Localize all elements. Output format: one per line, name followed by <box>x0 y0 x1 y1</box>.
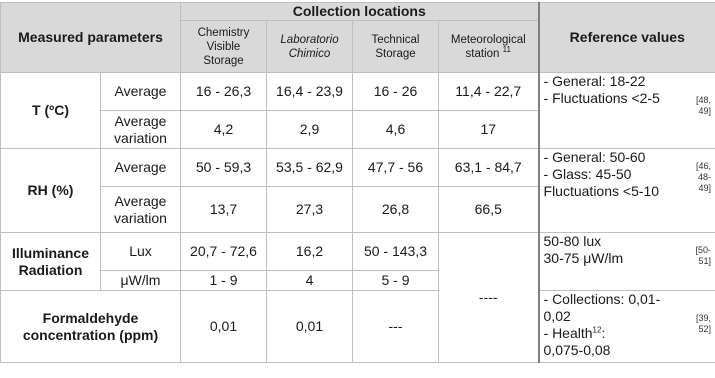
citation: [50-51] <box>695 245 712 266</box>
location-technical-storage: Technical Storage <box>353 21 439 73</box>
station-no-data: ---- <box>439 233 539 363</box>
table-cell: 27,3 <box>267 187 353 233</box>
station-footnote: 11 <box>502 44 511 54</box>
reference-line: - General: 18-22 <box>543 73 646 89</box>
table-cell: 26,8 <box>353 187 439 233</box>
table-cell: 4 <box>267 271 353 291</box>
table-cell: 17 <box>439 111 539 149</box>
table-cell: 16,4 - 23,9 <box>267 73 353 111</box>
table-cell: 66,5 <box>439 187 539 233</box>
table-cell: 47,7 - 56 <box>353 149 439 187</box>
location-meteorological-station: Meteorological station $^{11}$ <box>439 21 539 73</box>
temperature-label: T (ºC) <box>1 73 101 149</box>
reference-line: - General: 50-60 <box>543 149 646 165</box>
table-cell: 16,2 <box>267 233 353 271</box>
reference-line: Fluctuations <5-10 <box>543 183 660 199</box>
reference-line: - Health$^{12}$: <box>543 325 606 341</box>
reference-line: - Glass: 45-50 <box>543 166 632 182</box>
table-cell: 11,4 - 22,7 <box>439 73 539 111</box>
humidity-label: RH (%) <box>1 149 101 233</box>
reference-line: 0,075-0,08 <box>543 342 611 358</box>
table-cell: 16 - 26,3 <box>181 73 267 111</box>
citation: [39, 52] <box>696 313 712 334</box>
location-laboratorio-chimico: Laboratorio Chimico <box>267 21 353 73</box>
table-cell: 50 - 59,3 <box>181 149 267 187</box>
table-cell: 16 - 26 <box>353 73 439 111</box>
illuminance-reference <box>539 233 715 291</box>
humidity-variation-label: Average variation <box>101 187 181 233</box>
table-cell: 4,6 <box>353 111 439 149</box>
reference-line: 50-80 lux <box>543 233 602 249</box>
table-cell: 50 - 143,3 <box>353 233 439 271</box>
humidity-reference <box>539 149 715 233</box>
parameters-table <box>0 2 715 363</box>
uw-label: μW/lm <box>101 271 181 291</box>
table-cell: --- <box>353 291 439 363</box>
table-cell: 13,7 <box>181 187 267 233</box>
humidity-average-label: Average <box>101 149 181 187</box>
collection-locations-header: Collection locations <box>181 3 539 21</box>
formaldehyde-reference <box>539 291 715 363</box>
location-chemistry-visible-storage: Chemistry Visible Storage <box>181 21 267 73</box>
measured-parameters-header: Measured parameters <box>1 3 181 73</box>
reference-line: 30-75 μW/lm <box>543 250 624 266</box>
temperature-average-label: Average <box>101 73 181 111</box>
temperature-reference <box>539 73 715 149</box>
table-cell: 20,7 - 72,6 <box>181 233 267 271</box>
table-cell: 63,1 - 84,7 <box>439 149 539 187</box>
citation: [46, 48-49] <box>696 161 712 193</box>
table-cell: 53,5 - 62,9 <box>267 149 353 187</box>
citation: [48, 49] <box>696 95 712 116</box>
reference-values-header: Reference values <box>539 3 715 73</box>
lux-label: Lux <box>101 233 181 271</box>
illuminance-label: Illuminance Radiation <box>1 233 101 291</box>
health-footnote: 12 <box>592 325 602 335</box>
temperature-variation-label: Average variation <box>101 111 181 149</box>
reference-line: - Collections: 0,01-0,02 <box>543 291 661 324</box>
table-cell: 2,9 <box>267 111 353 149</box>
table-cell: 0,01 <box>181 291 267 363</box>
table-cell: 0,01 <box>267 291 353 363</box>
table-cell: 4,2 <box>181 111 267 149</box>
table-cell: 5 - 9 <box>353 271 439 291</box>
table-cell: 1 - 9 <box>181 271 267 291</box>
formaldehyde-label: Formaldehyde concentration (ppm) <box>1 291 181 363</box>
reference-line: - Fluctuations <2-5 <box>543 90 660 106</box>
